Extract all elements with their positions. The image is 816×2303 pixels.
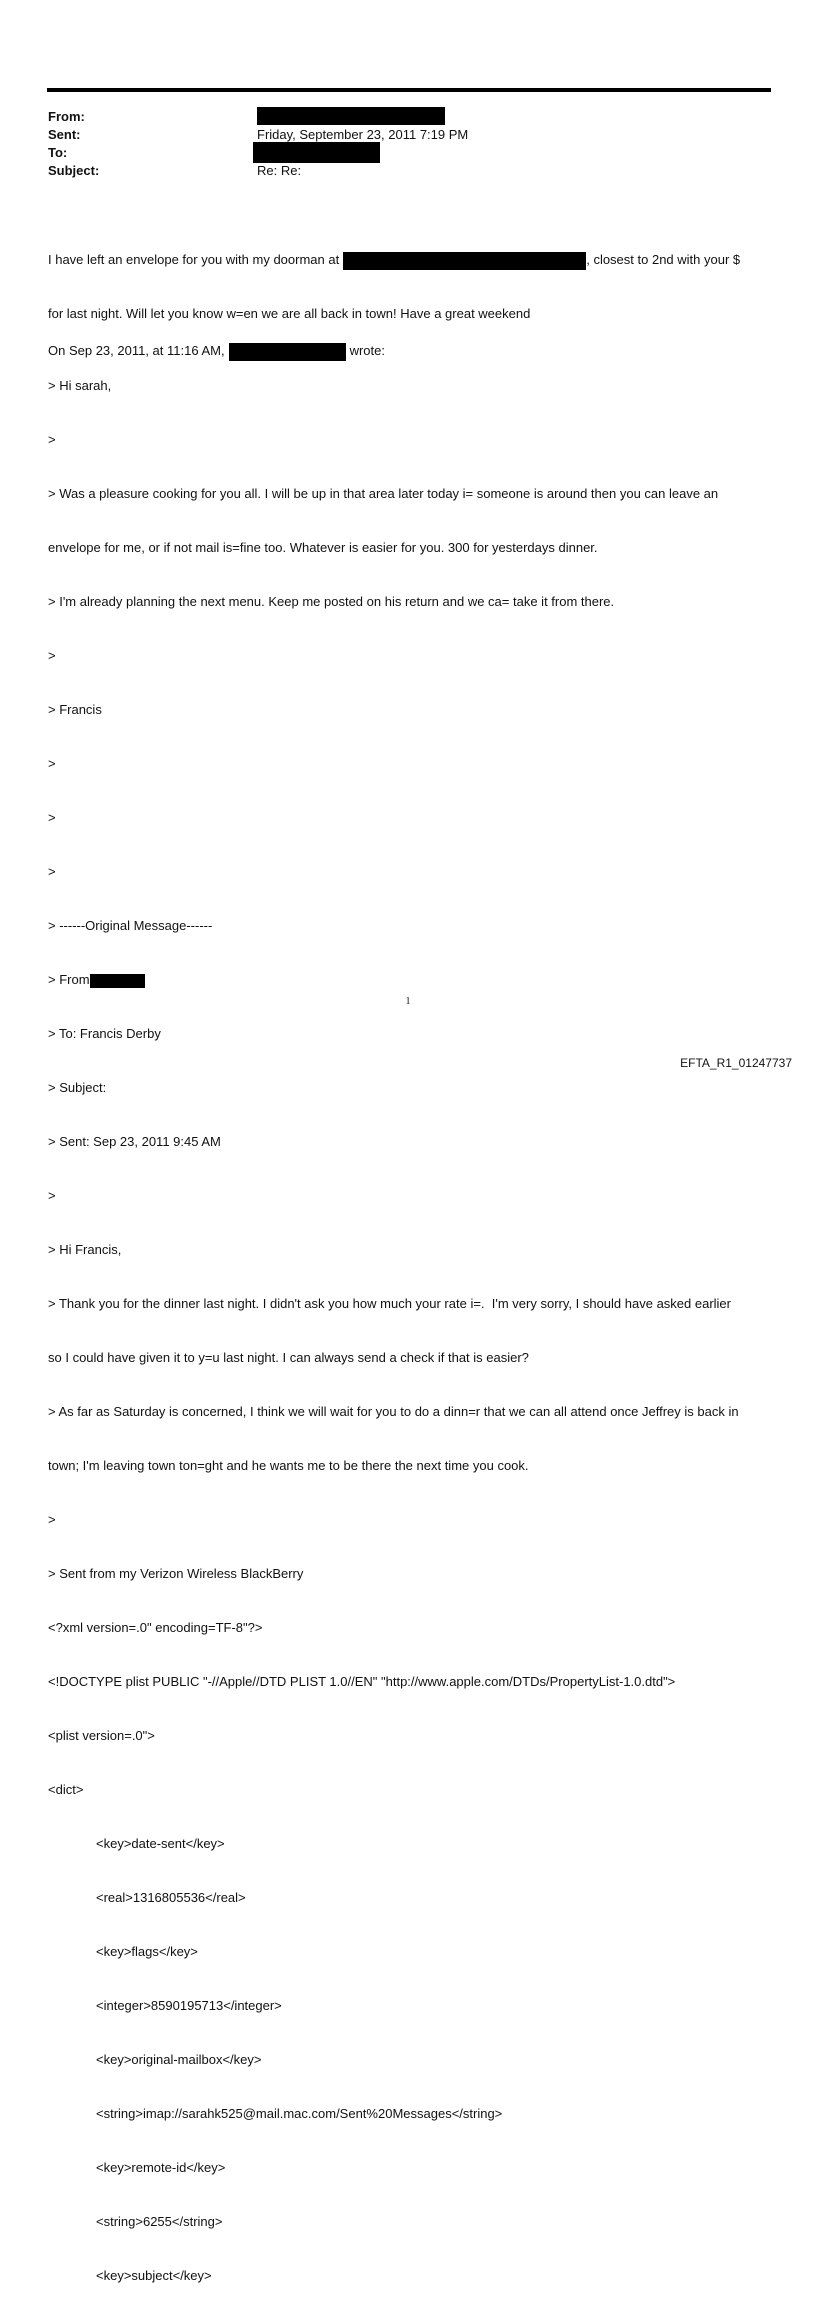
to-label: To: <box>48 145 68 160</box>
plist-line: <string>imap://sarahk525@mail.mac.com/Sent%20Messages</string> <box>96 2106 503 2121</box>
quoted-line: > Sent: Sep 23, 2011 9:45 AM <box>48 1134 221 1149</box>
address-redaction <box>343 252 586 270</box>
header-rule <box>47 88 771 92</box>
reply-line2: for last night. Will let you know w=en we are all back in town! Have a great weekend <box>48 306 531 321</box>
quoted-line: > <box>48 810 56 825</box>
sent-value: Friday, September 23, 2011 7:19 PM <box>257 127 469 142</box>
quoted-line: so I could have given it to y=u last night. I can always send a check if that is easier? <box>48 1350 529 1365</box>
plist-line: <key>flags</key> <box>96 1944 198 1959</box>
quoted-line: > <box>48 1512 56 1527</box>
quoted-line: > <box>48 864 56 879</box>
quoted-line: > <box>48 1188 56 1203</box>
quoted-line: envelope for me, or if not mail is=fine too. Whatever is easier for you. 300 for yesterdays dinner. <box>48 540 598 555</box>
sent-label: Sent: <box>48 127 81 142</box>
xml-line: <!DOCTYPE plist PUBLIC "-//Apple//DTD PLIST 1.0//EN" "http://www.apple.com/DTDs/PropertyList-1.0.dtd"> <box>48 1674 676 1689</box>
from-label: From: <box>48 109 85 124</box>
quoted-message <box>48 341 770 2303</box>
quoted-line: > I'm already planning the next menu. Keep me posted on his return and we ca= take it from there. <box>48 594 615 609</box>
quoted-line: > ------Original Message------ <box>48 918 213 933</box>
quoted-line: > Subject: <box>48 1080 107 1095</box>
xml-line: <?xml version=.0" encoding=TF-8"?> <box>48 1620 263 1635</box>
quote-intro-before: On Sep 23, 2011, at 11:16 AM, <box>48 343 225 358</box>
reply-line1-start: I have left an envelope for you with my doorman at <box>48 252 340 267</box>
quoted-line: town; I'm leaving town ton=ght and he wants me to be there the next time you cook. <box>48 1458 529 1473</box>
plist-line: <string>6255</string> <box>96 2214 223 2229</box>
plist-line: <key>remote-id</key> <box>96 2160 226 2175</box>
quoted-line: > Thank you for the dinner last night. I didn't ask you how much your rate i=. I'm very sorry, I should have asked earlier <box>48 1296 731 1311</box>
quote-intro-after: wrote: <box>349 343 385 358</box>
xml-line: <plist version=.0"> <box>48 1728 155 1743</box>
quoted-line: > <box>48 648 56 663</box>
quoted-line: > Hi sarah, <box>48 378 112 393</box>
reply-line1-end: , closest to 2nd with your $ <box>586 252 741 267</box>
quoted-line: > Was a pleasure cooking for you all. I will be up in that area later today i= someone is around then you can leave an <box>48 486 719 501</box>
original-from-redaction <box>90 974 145 988</box>
quoted-line: > Sent from my Verizon Wireless BlackBerry <box>48 1566 304 1581</box>
quoted-line: > To: Francis Derby <box>48 1026 161 1041</box>
quoted-from-label: > From <box>48 972 90 987</box>
quoted-line: > <box>48 756 56 771</box>
plist-line: <key>subject</key> <box>96 2268 212 2283</box>
plist-line: <real>1316805536</real> <box>96 1890 246 1905</box>
page-number: 1 <box>405 996 411 1007</box>
subject-label: Subject: <box>48 163 100 178</box>
quoted-line: > Francis <box>48 702 102 717</box>
to-redaction <box>253 142 380 163</box>
plist-line: <integer>8590195713</integer> <box>96 1998 282 2013</box>
quoted-line: > As far as Saturday is concerned, I think we will wait for you to do a dinn=r that we can all attend once Jeffrey is back in <box>48 1404 739 1419</box>
from-redaction <box>257 106 445 125</box>
quoted-line: > <box>48 432 56 447</box>
xml-line: <dict> <box>48 1782 84 1797</box>
plist-line: <key>original-mailbox</key> <box>96 2052 262 2067</box>
document-id: EFTA_R1_01247737 <box>680 1056 792 1070</box>
plist-line: <key>date-sent</key> <box>96 1836 225 1851</box>
quoted-line: > Hi Francis, <box>48 1242 122 1257</box>
subject-value: Re: Re: <box>257 163 302 178</box>
